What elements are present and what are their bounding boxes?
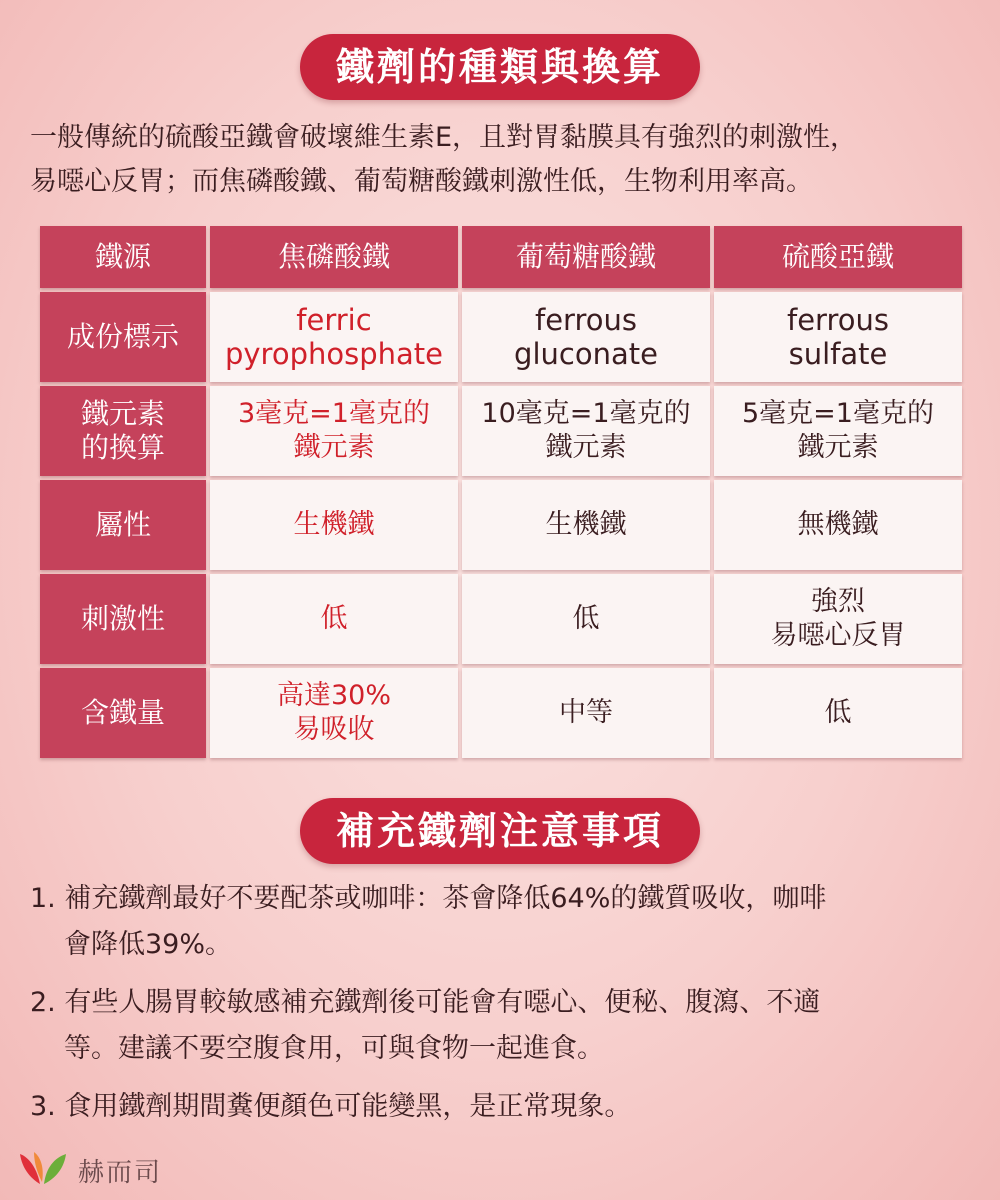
table-cell: 無機鐵 [714,480,962,570]
leaf-logo-icon [16,1148,70,1192]
notes-title: 補充鐵劑注意事項 [300,798,700,864]
table-row [40,386,962,476]
table-cell: 中等 [462,668,710,758]
list-item: 2. 有些人腸胃較敏感補充鐵劑後可能會有噁心、便秘、腹瀉、不適 等。建議不要空腹食用，可與食物一起進食。 [30,987,821,1064]
table-row [40,574,962,664]
table-row [40,292,962,382]
table-row [40,480,962,570]
brand-name: 赫而司 [78,1157,163,1188]
list-item: 3. 食用鐵劑期間糞便顏色可能變黑，是正常現象。 [30,1091,632,1122]
table-cell: 高達30% 易吸收 [210,668,458,758]
table-cell: 強烈 易噁心反胃 [714,574,962,664]
header-ferrous-gluconate: 葡萄糖酸鐵 [462,226,710,288]
header-ferrous-sulfate: 硫酸亞鐵 [714,226,962,288]
table-cell: ferrous sulfate [714,292,962,382]
list-item: 1. 補充鐵劑最好不要配茶或咖啡：茶會降低64%的鐵質吸收，咖啡 會降低39%。 [30,883,827,960]
table-cell: 生機鐵 [462,480,710,570]
table-cell: 10毫克=1毫克的 鐵元素 [462,386,710,476]
table-cell: 5毫克=1毫克的 鐵元素 [714,386,962,476]
page-title: 鐵劑的種類與換算 [300,34,700,100]
row-label: 鐵元素 的換算 [40,386,206,476]
intro-line: 一般傳統的硫酸亞鐵會破壞維生素E，且對胃黏膜具有強烈的刺激性， [30,122,858,153]
table-cell: ferrous gluconate [462,292,710,382]
table-cell: 生機鐵 [210,480,458,570]
notes-list [30,876,970,1142]
table-row [40,668,962,758]
row-label: 成份標示 [40,292,206,382]
brand-logo [16,1148,162,1192]
table-header-row [40,226,962,288]
iron-comparison-table [36,222,966,762]
intro-line: 易噁心反胃；而焦磷酸鐵、葡萄糖酸鐵刺激性低，生物利用率高。 [30,166,813,197]
intro-paragraph [30,116,980,204]
table-cell: 低 [462,574,710,664]
row-label: 含鐵量 [40,668,206,758]
row-label: 屬性 [40,480,206,570]
table-cell: 3毫克=1毫克的 鐵元素 [210,386,458,476]
table-cell: ferric pyrophosphate [210,292,458,382]
table-cell: 低 [714,668,962,758]
header-ferric-pyrophosphate: 焦磷酸鐵 [210,226,458,288]
table-cell: 低 [210,574,458,664]
row-label: 刺激性 [40,574,206,664]
header-iron-source: 鐵源 [40,226,206,288]
